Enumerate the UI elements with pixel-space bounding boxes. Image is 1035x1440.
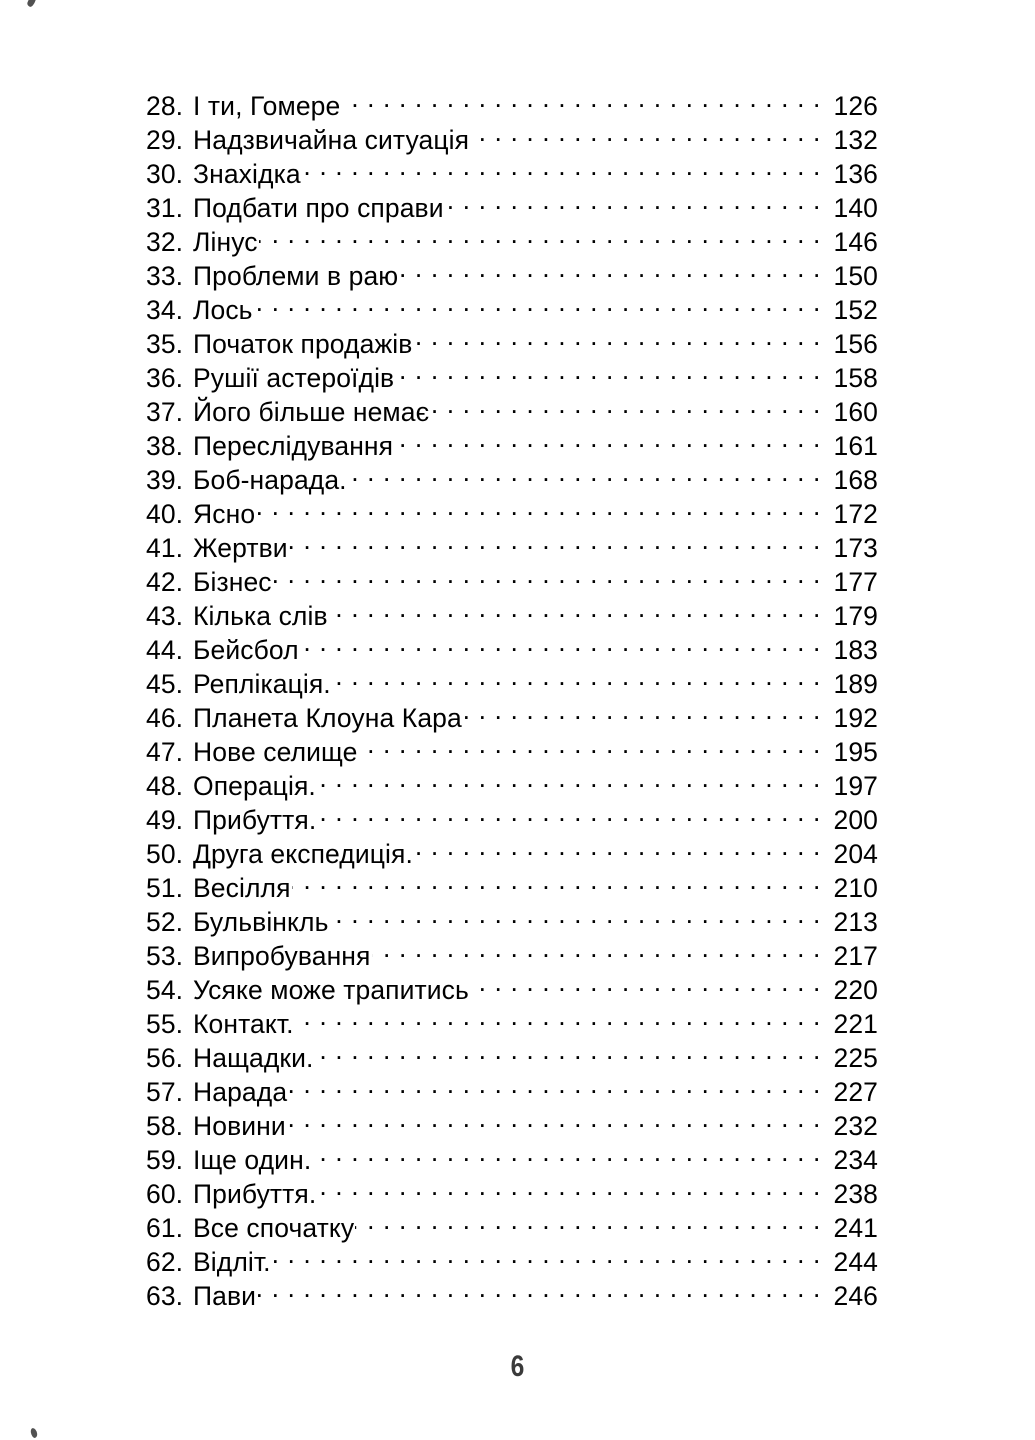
toc-entry-title: Пави — [193, 1280, 257, 1311]
toc-dot-leader — [302, 156, 821, 183]
toc-entry-title: Переслідування — [193, 430, 394, 461]
toc-dot-leader — [257, 1278, 821, 1305]
toc-entry-number: 48. — [146, 770, 184, 801]
toc-entry[interactable] — [146, 836, 878, 870]
toc-entry-title: Подбати про справи — [193, 192, 444, 223]
toc-entry-number: 41. — [146, 532, 184, 563]
toc-dot-leader — [413, 326, 821, 353]
toc-entry[interactable] — [146, 360, 878, 394]
toc-entry-page-number: 136 — [833, 158, 878, 189]
toc-entry-page-number: 213 — [833, 906, 878, 937]
toc-dot-leader — [372, 938, 822, 965]
toc-entry-page-number: 161 — [833, 430, 878, 461]
toc-entry-number: 63. — [146, 1280, 184, 1311]
toc-dot-leader — [332, 666, 821, 693]
toc-entry-number: 39. — [146, 464, 184, 495]
toc-entry-page-number: 195 — [833, 736, 878, 767]
toc-entry-page-number: 225 — [833, 1042, 878, 1073]
toc-entry-title: Боб-нарада. — [193, 464, 347, 495]
toc-entry-page-number: 132 — [833, 124, 878, 155]
toc-entry[interactable] — [146, 1244, 878, 1278]
toc-dot-leader — [414, 836, 821, 863]
toc-entry-number: 50. — [146, 838, 184, 869]
toc-entry-page-number: 183 — [833, 634, 878, 665]
toc-entry[interactable] — [146, 258, 878, 292]
toc-entry[interactable] — [146, 768, 878, 802]
toc-entry-page-number: 217 — [833, 940, 878, 971]
toc-entry-page-number: 172 — [833, 498, 878, 529]
toc-entry-title: Його більше немає — [193, 396, 430, 427]
toc-entry-number: 62. — [146, 1246, 184, 1277]
toc-entry[interactable] — [146, 734, 878, 768]
toc-entry-number: 61. — [146, 1212, 184, 1243]
toc-entry-number: 56. — [146, 1042, 184, 1073]
toc-entry-page-number: 244 — [833, 1246, 878, 1277]
toc-entry-page-number: 204 — [833, 838, 878, 869]
toc-entry-page-number: 160 — [833, 396, 878, 427]
toc-entry-page-number: 158 — [833, 362, 878, 393]
toc-dot-leader — [312, 1142, 821, 1169]
toc-entry-title: Рушії астероїдів — [193, 362, 395, 393]
toc-entry[interactable] — [146, 938, 878, 972]
toc-entry-page-number: 232 — [833, 1110, 878, 1141]
toc-entry-title: Реплікація. — [193, 668, 331, 699]
toc-entry[interactable] — [146, 156, 878, 190]
toc-dot-leader — [395, 360, 821, 387]
toc-entry-title: Друга експедиція. — [193, 838, 413, 869]
toc-entry-number: 58. — [146, 1110, 184, 1141]
toc-entry-page-number: 140 — [833, 192, 878, 223]
toc-entry-title: Прибуття. — [193, 804, 317, 835]
toc-entry[interactable] — [146, 88, 878, 122]
scan-artifact-speck-bottom — [30, 1428, 38, 1439]
toc-entry[interactable] — [146, 632, 878, 666]
toc-entry[interactable] — [146, 1278, 878, 1312]
toc-entry-title: І ти, Гомере — [193, 90, 341, 121]
toc-dot-leader — [317, 768, 821, 795]
toc-entry-page-number: 126 — [833, 90, 878, 121]
toc-entry-page-number: 234 — [833, 1144, 878, 1175]
toc-entry-page-number: 238 — [833, 1178, 878, 1209]
toc-dot-leader — [470, 972, 821, 999]
toc-entry-title: Початок продажів — [193, 328, 413, 359]
toc-entry[interactable] — [146, 1108, 878, 1142]
toc-entry-number: 43. — [146, 600, 184, 631]
toc-entry-number: 28. — [146, 90, 184, 121]
toc-entry-title: Нарада — [193, 1076, 288, 1107]
toc-entry-page-number: 200 — [833, 804, 878, 835]
toc-entry-page-number: 156 — [833, 328, 878, 359]
toc-entry-title: Все спочатку — [193, 1212, 355, 1243]
toc-dot-leader — [341, 88, 821, 115]
toc-entry[interactable] — [146, 1040, 878, 1074]
toc-entry-number: 59. — [146, 1144, 184, 1175]
page-number-folio: 6 — [510, 1350, 525, 1383]
toc-entry-title: Проблеми в раю — [193, 260, 399, 291]
toc-entry[interactable] — [146, 1142, 878, 1176]
toc-entry-page-number: 146 — [833, 226, 878, 257]
toc-entry-number: 60. — [146, 1178, 184, 1209]
toc-dot-leader — [348, 462, 821, 489]
toc-entry[interactable] — [146, 598, 878, 632]
toc-dot-leader — [329, 598, 821, 625]
toc-entry[interactable] — [146, 292, 878, 326]
toc-dot-leader — [314, 1040, 821, 1067]
toc-dot-leader — [317, 802, 821, 829]
toc-entry-title: Контакт. — [193, 1008, 294, 1039]
toc-entry-page-number: 227 — [833, 1076, 878, 1107]
toc-entry-title: Прибуття. — [193, 1178, 317, 1209]
toc-entry-page-number: 192 — [833, 702, 878, 733]
toc-entry-number: 33. — [146, 260, 184, 291]
toc-entry-number: 30. — [146, 158, 184, 189]
toc-entry[interactable] — [146, 870, 878, 904]
toc-dot-leader — [300, 632, 821, 659]
toc-entry[interactable] — [146, 666, 878, 700]
toc-entry-title: Ясно — [193, 498, 256, 529]
toc-entry[interactable] — [146, 564, 878, 598]
toc-entry[interactable] — [146, 1074, 878, 1108]
toc-entry-number: 36. — [146, 362, 184, 393]
toc-entry-number: 53. — [146, 940, 184, 971]
toc-entry[interactable] — [146, 700, 878, 734]
toc-dot-leader — [288, 1074, 821, 1101]
toc-entry-page-number: 168 — [833, 464, 878, 495]
scan-artifact-speck-top — [26, 0, 36, 8]
toc-entry-page-number: 152 — [833, 294, 878, 325]
toc-entry[interactable] — [146, 326, 878, 360]
toc-entry-title: Відліт. — [193, 1246, 271, 1277]
toc-entry[interactable] — [146, 904, 878, 938]
toc-entry-number: 34. — [146, 294, 184, 325]
toc-dot-leader — [430, 394, 821, 421]
toc-dot-leader — [287, 1108, 821, 1135]
toc-dot-leader — [330, 904, 821, 931]
toc-dot-leader — [289, 530, 821, 557]
toc-dot-leader — [317, 1176, 821, 1203]
toc-entry-title: Кілька слів — [193, 600, 328, 631]
toc-entry[interactable] — [146, 802, 878, 836]
toc-entry-title: Операція. — [193, 770, 316, 801]
toc-dot-leader — [273, 564, 821, 591]
toc-entry[interactable] — [146, 122, 878, 156]
toc-entry-number: 40. — [146, 498, 184, 529]
toc-dot-leader — [254, 292, 821, 319]
toc-entry[interactable] — [146, 462, 878, 496]
toc-entry-title: Бізнес — [193, 566, 272, 597]
toc-entry-title: Нащадки. — [193, 1042, 314, 1073]
toc-entry[interactable] — [146, 530, 878, 564]
toc-entry[interactable] — [146, 190, 878, 224]
toc-entry-page-number: 177 — [833, 566, 878, 597]
toc-entry-title: Випробування — [193, 940, 371, 971]
toc-entry[interactable] — [146, 1210, 878, 1244]
toc-entry-number: 57. — [146, 1076, 184, 1107]
toc-entry-title: Усяке може трапитись — [193, 974, 469, 1005]
toc-entry-title: Весілля — [193, 872, 291, 903]
toc-entry-number: 52. — [146, 906, 184, 937]
toc-entry-number: 38. — [146, 430, 184, 461]
toc-dot-leader — [445, 190, 821, 217]
toc-entry-title: Знахідка — [193, 158, 301, 189]
toc-entry-title: Лось — [193, 294, 253, 325]
toc-dot-leader — [394, 428, 821, 455]
toc-entry-number: 55. — [146, 1008, 184, 1039]
toc-entry[interactable] — [146, 972, 878, 1006]
toc-entry[interactable] — [146, 428, 878, 462]
toc-entry-page-number: 241 — [833, 1212, 878, 1243]
toc-entry[interactable] — [146, 496, 878, 530]
toc-entry-title: Бульвінкль — [193, 906, 329, 937]
toc-entry-number: 32. — [146, 226, 184, 257]
toc-entry-title: Жертви — [193, 532, 288, 563]
toc-entry-title: Новини — [193, 1110, 286, 1141]
toc-entry-number: 31. — [146, 192, 184, 223]
toc-entry-page-number: 220 — [833, 974, 878, 1005]
toc-dot-leader — [355, 1210, 821, 1237]
toc-entry-number: 45. — [146, 668, 184, 699]
toc-entry-title: Нове селище — [193, 736, 358, 767]
toc-dot-leader — [399, 258, 821, 285]
toc-entry-page-number: 189 — [833, 668, 878, 699]
toc-dot-leader — [470, 122, 821, 149]
toc-entry-number: 51. — [146, 872, 184, 903]
toc-entry-number: 44. — [146, 634, 184, 665]
toc-dot-leader — [259, 224, 821, 251]
toc-entry-number: 42. — [146, 566, 184, 597]
toc-entry-number: 35. — [146, 328, 184, 359]
table-of-contents — [146, 88, 878, 1312]
toc-entry-number: 47. — [146, 736, 184, 767]
toc-entry-page-number: 246 — [833, 1280, 878, 1311]
toc-entry-number: 29. — [146, 124, 184, 155]
toc-entry[interactable] — [146, 1006, 878, 1040]
toc-entry[interactable] — [146, 394, 878, 428]
toc-entry-page-number: 179 — [833, 600, 878, 631]
toc-entry-number: 54. — [146, 974, 184, 1005]
toc-entry[interactable] — [146, 1176, 878, 1210]
toc-dot-leader — [272, 1244, 821, 1271]
toc-entry-number: 46. — [146, 702, 184, 733]
toc-entry-page-number: 150 — [833, 260, 878, 291]
toc-entry-page-number: 210 — [833, 872, 878, 903]
toc-dot-leader — [292, 870, 821, 897]
toc-entry-title: Бейсбол — [193, 634, 299, 665]
toc-entry-number: 49. — [146, 804, 184, 835]
toc-entry[interactable] — [146, 224, 878, 258]
toc-entry-title: Іще один. — [193, 1144, 312, 1175]
toc-entry-page-number: 221 — [833, 1008, 878, 1039]
toc-entry-page-number: 197 — [833, 770, 878, 801]
toc-dot-leader — [358, 734, 821, 761]
toc-entry-page-number: 173 — [833, 532, 878, 563]
toc-dot-leader — [256, 496, 821, 523]
toc-entry-title: Планета Клоуна Кара — [193, 702, 462, 733]
toc-dot-leader — [295, 1006, 821, 1033]
toc-dot-leader — [463, 700, 821, 727]
toc-entry-number: 37. — [146, 396, 184, 427]
toc-entry-title: Лінус — [193, 226, 258, 257]
toc-entry-title: Надзвичайна ситуація — [193, 124, 470, 155]
